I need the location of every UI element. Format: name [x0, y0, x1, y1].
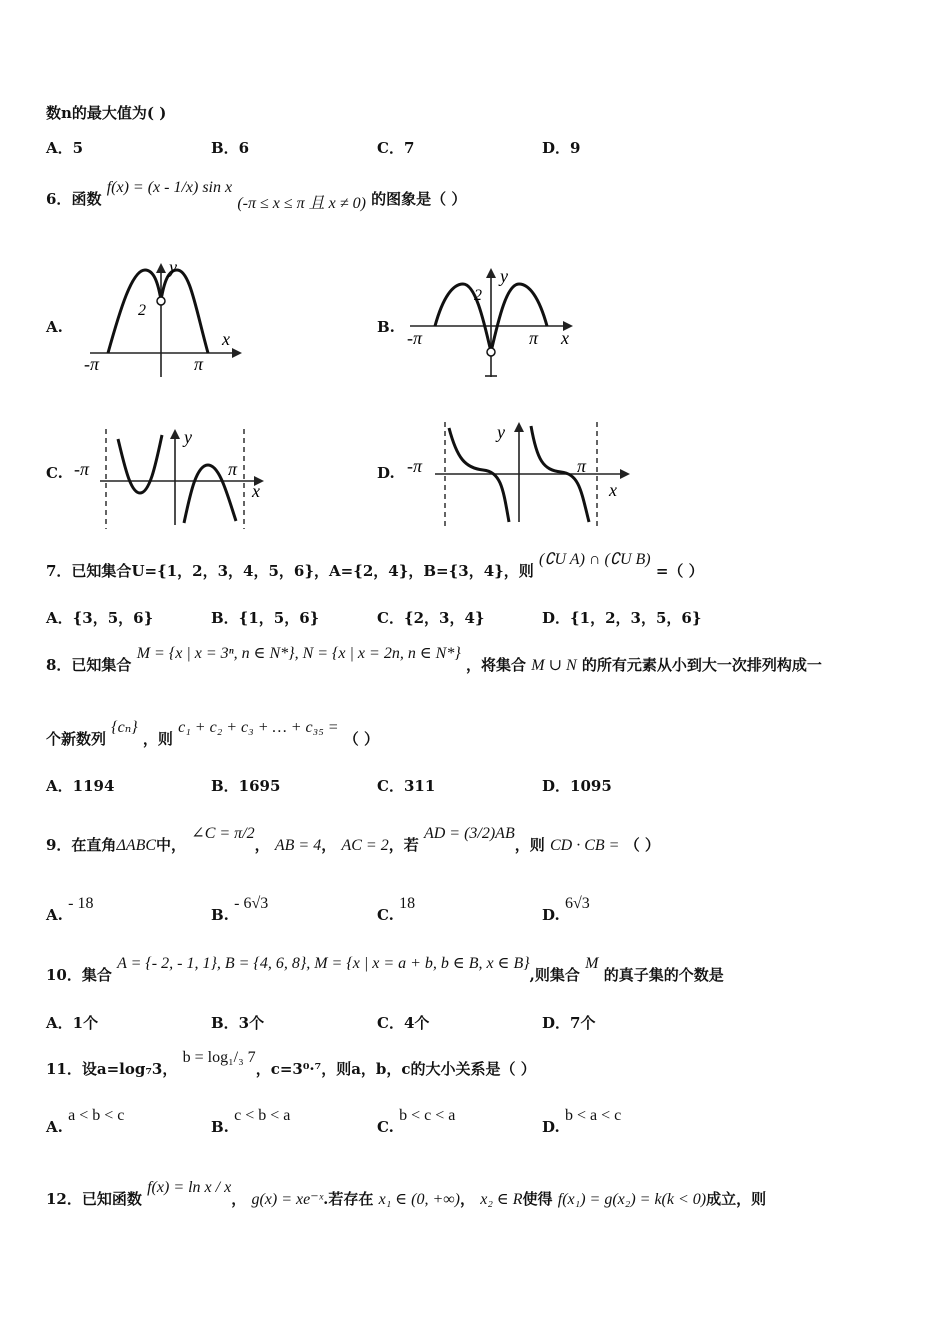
q8-sets: M = {x | x = 3ⁿ, n ∈ N*}, N = {x | x = 2n, n ∈ N*} — [136, 645, 461, 662]
q6-number: 6． — [46, 190, 72, 208]
q8-option-b[interactable]: B．1695 — [211, 777, 281, 795]
q9-ruo: ，若 — [388, 836, 419, 854]
graph-c-pi: π — [228, 459, 238, 479]
q10-number: 10．集合 — [46, 966, 112, 984]
q8-sum: c₁ + c₂ + c₃ + … + c₃₅ = — [178, 719, 339, 736]
q11-option-d-value: b < a < c — [564, 1107, 622, 1124]
q8-post: （ ） — [343, 730, 380, 748]
q11-option-b[interactable] — [211, 1107, 291, 1137]
q8-option-c[interactable]: C．311 — [377, 777, 436, 795]
q7-option-b[interactable]: B．{1，5，6} — [211, 609, 320, 627]
q5-option-b[interactable]: B．6 — [211, 139, 250, 157]
q5-stem: 数n的最大值为( ) — [46, 104, 167, 122]
q10-m: M — [585, 955, 599, 972]
q10-mid: ,则集合 — [529, 966, 580, 984]
q9-option-b[interactable] — [211, 895, 269, 925]
q6-pre: 函数 — [71, 190, 102, 208]
q11-b: b = log₁/₃ 7 — [182, 1049, 256, 1066]
q6-graph-a — [80, 255, 250, 380]
q9-triangle: ΔABC — [116, 837, 157, 854]
q9-option-d[interactable] — [542, 895, 590, 925]
q9-ad: AD = (3/2)AB — [423, 825, 515, 842]
graph-c-neg-pi: -π — [74, 459, 90, 479]
q11-option-d-label: D. — [542, 1118, 560, 1136]
q9-zhong: 中， — [156, 836, 187, 854]
q9-ze: ，则 — [514, 836, 545, 854]
q7-option-d[interactable]: D．{1，2，3，5，6} — [542, 609, 702, 627]
q11-option-c[interactable] — [377, 1107, 456, 1137]
q8-option-a[interactable]: A．1194 — [46, 777, 115, 795]
graph-d-neg-pi: -π — [407, 456, 423, 476]
q11-option-c-value: b < c < a — [399, 1107, 456, 1124]
q11-option-b-label: B. — [211, 1118, 229, 1136]
q8-line2-mid: ，则 — [142, 730, 173, 748]
q9-option-d-value: 6√3 — [564, 895, 590, 912]
q9-option-a[interactable] — [46, 895, 94, 925]
q9-options — [46, 895, 906, 930]
graph-b-neg-pi: -π — [407, 328, 423, 348]
q9-option-b-value: - 6√3 — [234, 895, 269, 912]
q9-angle: ∠C = π/2 — [191, 825, 255, 842]
q6-graph-b — [405, 262, 580, 382]
q10-sets: A = {- 2, - 1, 1}, B = {4, 6, 8}, M = {x | x = a + b, b ∈ B, x ∈ B} — [117, 955, 530, 972]
q9-ab: AB = 4 — [274, 837, 322, 854]
q10-option-b[interactable]: B．3个 — [211, 1014, 265, 1032]
q8-options — [46, 775, 906, 799]
q12-post: 成立，则 — [706, 1190, 767, 1208]
q6-post: 的图象是（ ） — [371, 190, 467, 208]
q6-label-b[interactable]: B. — [377, 318, 395, 336]
q8-stem-line2 — [46, 719, 380, 749]
q7-options — [46, 607, 906, 631]
q7-text: 7．已知集合U={1，2，3，4，5，6}，A={2，4}，B={3，4}，则 — [46, 562, 534, 580]
q12-eq: f(x₁) = g(x₂) = k(k < 0) — [557, 1191, 707, 1208]
q5-option-c[interactable]: C．7 — [377, 139, 415, 157]
q11-option-a[interactable] — [46, 1107, 125, 1137]
q9-stem: 9．在直角ΔABC中， ∠C = π/2， AB = 4， AC = 2，若 AD = (3/2)AB，则 CD · CB = （ ） — [46, 825, 660, 854]
q8-line2-pre: 个新数列 — [46, 730, 107, 748]
q10-options — [46, 1012, 906, 1036]
graph-b-pi: π — [529, 328, 539, 348]
q8-number: 8．已知集合 — [46, 656, 132, 674]
q9-ac: AC = 2 — [341, 837, 389, 854]
q9-option-d-label: D. — [542, 906, 560, 924]
q9-number: 9．在直角 — [46, 836, 117, 854]
q7-option-c[interactable]: C．{2，3，4} — [377, 609, 485, 627]
q6-function: f(x) = (x - 1/x) sin x — [106, 179, 233, 196]
q10-option-c[interactable]: C．4个 — [377, 1014, 430, 1032]
q8-stem-line1 — [46, 645, 822, 675]
q9-post: （ ） — [624, 836, 660, 854]
q9-option-c-label: C. — [377, 906, 394, 924]
q9-option-c-value: 18 — [399, 895, 416, 912]
q6-label-a[interactable]: A. — [46, 318, 63, 336]
graph-b-y-label: y — [500, 266, 508, 286]
q12-x1: x₁ ∈ (0, +∞) — [378, 1191, 460, 1208]
graph-a-neg-pi: -π — [84, 354, 100, 374]
graph-d-y-label: y — [497, 422, 505, 442]
q12-g: g(x) = xe⁻ˣ — [251, 1191, 324, 1208]
q6-label-d[interactable]: D. — [377, 464, 395, 482]
q6-graph-d — [405, 418, 635, 528]
graph-c-y-label: y — [184, 427, 192, 447]
graph-a-x-label: x — [222, 329, 230, 349]
q9-option-b-label: B. — [211, 906, 229, 924]
graph-d-pi: π — [577, 456, 587, 476]
q12-number: 12．已知函数 — [46, 1190, 142, 1208]
graph-b-two-label: 2 — [474, 287, 482, 304]
q5-option-d[interactable]: D．9 — [542, 139, 581, 157]
q8-union: M ∪ N — [531, 657, 577, 674]
q11-option-c-label: C. — [377, 1118, 394, 1136]
q11-option-a-label: A. — [46, 1118, 63, 1136]
q7-expr: (∁U A) ∩ (∁U B) — [539, 551, 651, 568]
q10-post: 的真子集的个数是 — [603, 966, 724, 984]
q12-x2: x₂ ∈ R — [480, 1191, 523, 1208]
q9-dot: CD · CB = — [549, 837, 620, 854]
q8-seq: {cₙ} — [111, 719, 138, 736]
q10-stem — [46, 955, 724, 985]
q11-option-a-value: a < b < c — [68, 1107, 125, 1124]
graph-d-x-label: x — [609, 480, 617, 500]
q10-option-d[interactable]: D．7个 — [542, 1014, 596, 1032]
graph-a-y-label: y — [169, 257, 177, 277]
q11-rest: ，c=3⁰·⁷，则a，b，c的大小关系是（ ） — [255, 1060, 536, 1078]
q8-option-d[interactable]: D．1095 — [542, 777, 612, 795]
graph-c-x-label: x — [252, 481, 260, 501]
q11-option-d[interactable] — [542, 1107, 622, 1137]
q12-stem: 12．已知函数 f(x) = ln x / x， g(x) = xe⁻ˣ.若存在 x₁ ∈ (0, +∞)， x₂ ∈ R使得 f(x₁) = g(x₂) = k(k < 0)成立，则 — [46, 1179, 767, 1208]
q7-option-a[interactable]: A．{3，5，6} — [46, 609, 154, 627]
q6-domain: (-π ≤ x ≤ π 且 x ≠ 0) — [237, 195, 366, 212]
q12-shide: 使得 — [522, 1190, 553, 1208]
q11-text: 11．设a=log₇3， — [46, 1060, 178, 1078]
q9-option-a-value: - 18 — [68, 895, 94, 912]
graph-a-two-label: 2 — [138, 302, 146, 319]
q12-f: f(x) = ln x / x — [147, 1179, 232, 1196]
q8-mid: ，将集合 — [465, 656, 526, 674]
q7-post: =（ ） — [655, 562, 704, 580]
graph-a-pi: π — [194, 354, 204, 374]
q11-stem — [46, 1049, 536, 1079]
q7-stem — [46, 551, 704, 581]
q5-options — [46, 137, 906, 161]
q6-stem — [46, 179, 467, 212]
q6-graph-c — [72, 425, 272, 530]
q9-option-c[interactable] — [377, 895, 416, 925]
q10-option-a[interactable]: A．1个 — [46, 1014, 99, 1032]
graph-b-x-label: x — [561, 328, 569, 348]
q5-option-a[interactable]: A．5 — [46, 139, 84, 157]
q11-option-b-value: c < b < a — [234, 1107, 291, 1124]
q8-tail: 的所有元素从小到大一次排列构成一 — [581, 656, 822, 674]
q9-option-a-label: A. — [46, 906, 63, 924]
q11-options — [46, 1107, 906, 1142]
q12-mid: .若存在 — [323, 1190, 374, 1208]
q6-label-c[interactable]: C. — [46, 464, 63, 482]
